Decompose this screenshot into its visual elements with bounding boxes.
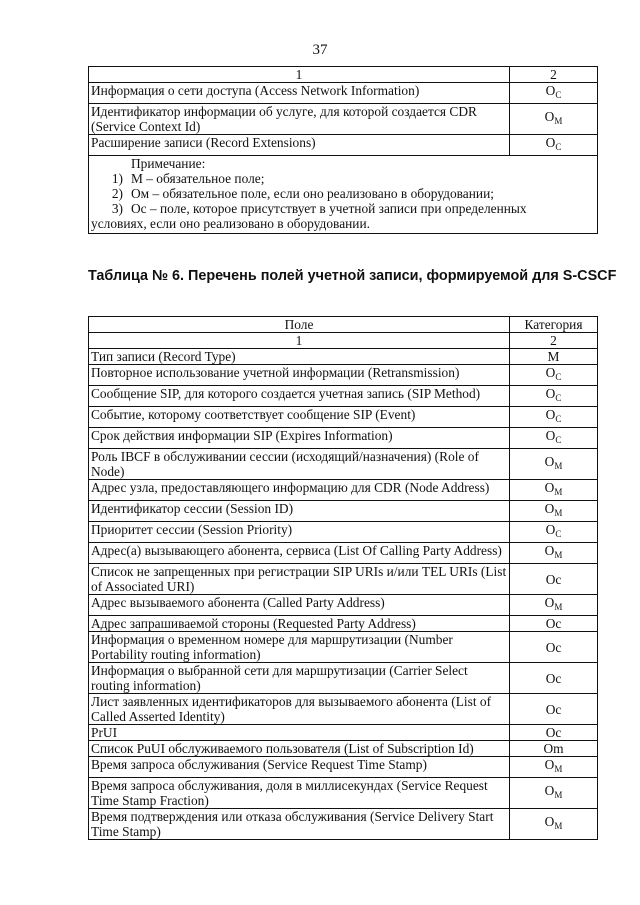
table-row [89,663,598,694]
table-row [89,104,598,135]
table-row [89,725,598,741]
table-caption: Таблица № 6. Перечень полей учетной записи, формируемой для S-CSCF [88,268,617,284]
category-letter: O [544,454,555,469]
category-cell [510,725,598,741]
category-subscript: M [554,764,563,774]
field-cell: Адрес(а) вызывающего абонента, сервиса (List Of Calling Party Address) [89,543,510,564]
field-cell: Адрес запрашиваемой стороны (Requested Party Address) [89,616,510,632]
table-row [89,616,598,632]
field-cell: Тип записи (Record Type) [89,349,510,365]
table-row [89,501,598,522]
field-cell: Идентификатор сессии (Session ID) [89,501,510,522]
column-number-row [89,67,598,83]
table-row [89,694,598,725]
category-letter: O [545,135,556,150]
category-cell [510,365,598,386]
table-row [89,83,598,104]
note-title: Примечание: [131,156,206,171]
category-cell [510,386,598,407]
table-row [89,543,598,564]
category-subscript: M [554,461,563,471]
page-number: 37 [312,42,328,58]
category-cell [510,480,598,501]
field-cell: Информация о выбранной сети для маршрутизации (Carrier Select routing information) [89,663,510,694]
category-cell [510,741,598,757]
category-subscript: M [554,487,563,497]
table-row [89,449,598,480]
column-number-row [89,333,598,349]
field-cell: PrUI [89,725,510,741]
field-cell: Срок действия информации SIP (Expires Information) [89,428,510,449]
category-subscript: C [555,435,562,445]
note-item [91,171,593,186]
field-cell: Список не запрещенных при регистрации SIP URIs и/или TEL URIs (List of Associated URI) [89,564,510,595]
field-cell: Время запроса обслуживания (Service Request Time Stamp) [89,757,510,778]
table-row [89,135,598,156]
category-subscript: C [555,142,562,152]
table-row [89,595,598,616]
category-cell [510,616,598,632]
field-cell: Сообщение SIP, для которого создается учетная запись (SIP Method) [89,386,510,407]
category-letter: O [544,480,555,495]
s-cscf-fields-table [88,316,598,840]
field-cell: Информация о сети доступа (Access Network Information) [89,83,510,104]
category-cell [510,449,598,480]
category-subscript: M [554,790,563,800]
category-cell [510,809,598,840]
category-letter: Oc [545,670,562,686]
field-cell: Время подтверждения или отказа обслуживания (Service Delivery Start Time Stamp) [89,809,510,840]
category-subscript: M [554,602,563,612]
field-cell: Адрес вызываемого абонента (Called Party Address) [89,595,510,616]
note-row [89,156,598,234]
column-number-1: 1 [89,67,510,83]
category-letter: O [545,386,556,401]
note-item [91,201,593,216]
note-item-number: 3) [111,201,123,216]
continuation-table [88,66,598,234]
note-item [91,186,593,201]
note-item-continuation: условиях, если оно реализовано в оборудовании. [91,216,370,231]
category-letter: O [544,501,555,516]
table-row [89,809,598,840]
table-row [89,480,598,501]
category-subscript: M [554,821,563,831]
category-subscript: C [555,393,562,403]
category-letter: Om [543,741,564,756]
category-cell [510,501,598,522]
category-cell [510,407,598,428]
category-letter: Oc [545,639,562,655]
table-row [89,778,598,809]
note-item-text: Ом – обязательное поле, если оно реализовано в оборудовании; [131,186,494,201]
category-subscript: C [555,372,562,382]
table-row [89,407,598,428]
category-letter: O [545,365,556,380]
category-letter: Oc [545,701,562,717]
field-cell: Время запроса обслуживания, доля в миллисекундах (Service Request Time Stamp Fraction) [89,778,510,809]
header-category: Категория [510,317,598,333]
field-cell: Идентификатор информации об услуге, для которой создается CDR (Service Context Id) [89,104,510,135]
field-cell: Приоритет сессии (Session Priority) [89,522,510,543]
note-item-text: M – обязательное поле; [131,171,265,186]
category-cell [510,694,598,725]
category-cell [510,83,598,104]
table-row [89,522,598,543]
category-cell [510,564,598,595]
header-row [89,317,598,333]
category-cell [510,522,598,543]
category-letter: Oc [545,571,562,587]
field-cell: Лист заявленных идентификаторов для вызываемого абонента (List of Called Asserted Identity) [89,694,510,725]
category-letter: O [545,83,556,98]
note-item-number: 1) [111,171,123,186]
field-cell: Список PuUI обслуживаемого пользователя (List of Subscription Id) [89,741,510,757]
category-letter: O [544,595,555,610]
category-subscript: M [554,550,563,560]
category-cell [510,428,598,449]
note-item-text: Ос – поле, которое присутствует в учетной записи при определенных [131,201,527,216]
category-cell [510,632,598,663]
category-cell [510,543,598,564]
category-letter: O [545,522,556,537]
field-cell: Повторное использование учетной информации (Retransmission) [89,365,510,386]
field-cell: Адрес узла, предоставляющего информацию для CDR (Node Address) [89,480,510,501]
category-cell [510,349,598,365]
category-letter: O [545,428,556,443]
category-letter: O [545,407,556,422]
category-letter: M [547,349,560,364]
table-row [89,632,598,663]
note-cell [89,156,598,234]
category-subscript: C [555,529,562,539]
category-letter: O [544,783,555,798]
category-letter: Oc [545,616,562,631]
table-row [89,564,598,595]
category-subscript: M [554,116,563,126]
header-field: Поле [89,317,510,333]
column-number-2: 2 [510,333,598,349]
field-cell: Расширение записи (Record Extensions) [89,135,510,156]
table-row [89,757,598,778]
category-letter: O [544,814,555,829]
category-letter: O [544,543,555,558]
category-cell [510,135,598,156]
category-cell [510,595,598,616]
field-cell: Событие, которому соответствует сообщение SIP (Event) [89,407,510,428]
table-row [89,428,598,449]
category-cell [510,778,598,809]
category-cell [510,757,598,778]
category-cell [510,104,598,135]
table-row [89,365,598,386]
column-number-2: 2 [510,67,598,83]
category-subscript: M [554,508,563,518]
category-cell [510,663,598,694]
column-number-1: 1 [89,333,510,349]
category-letter: Oc [545,725,562,740]
note-item-number: 2) [111,186,123,201]
table-row [89,386,598,407]
field-cell: Роль IBCF в обслуживании сессии (исходящий/назначения) (Role of Node) [89,449,510,480]
table-row [89,349,598,365]
category-letter: O [544,109,555,124]
category-subscript: C [555,414,562,424]
category-letter: O [544,757,555,772]
category-subscript: C [555,90,562,100]
table-row [89,741,598,757]
field-cell: Информация о временном номере для маршрутизации (Number Portability routing information) [89,632,510,663]
